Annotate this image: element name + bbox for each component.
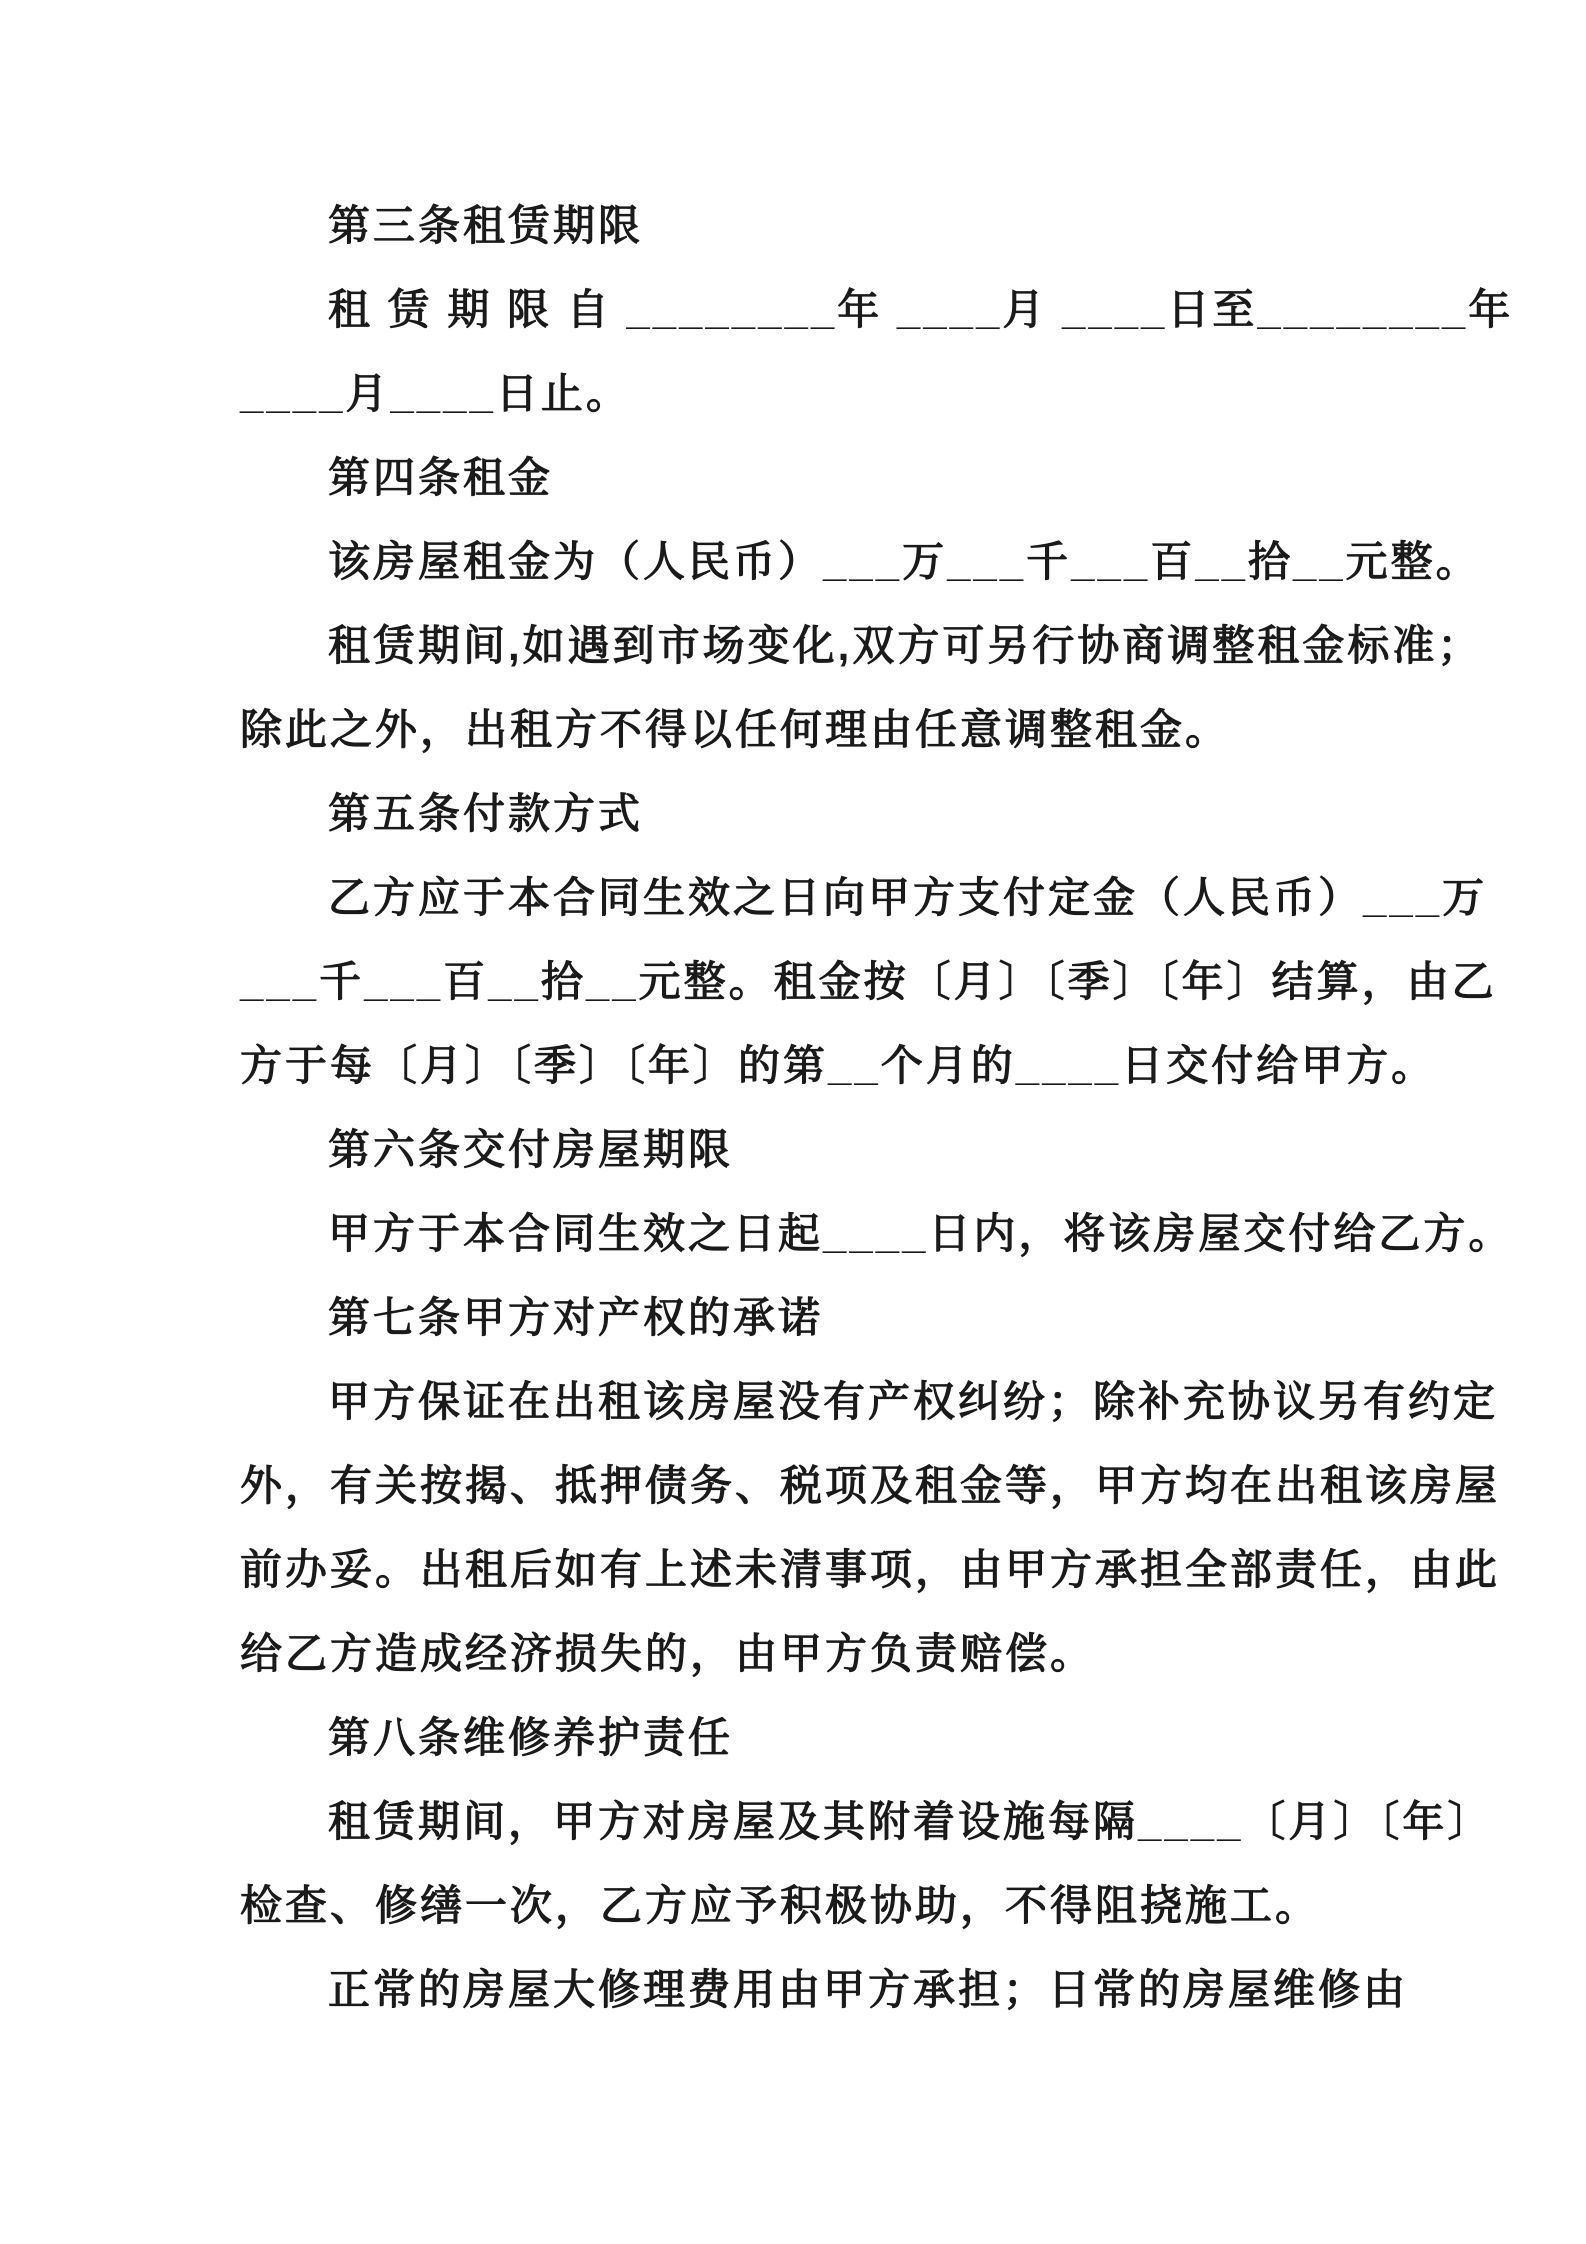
contract-body-line: 正常的房屋大修理费用由甲方承担；日常的房屋维修由: [328, 1966, 1409, 2013]
contract-body-line: 乙方应于本合同生效之日向甲方支付定金（人民币）___万: [328, 874, 1488, 921]
contract-body-line: 甲方保证在出租该房屋没有产权纠纷；除补充协议另有约定: [328, 1378, 1499, 1425]
contract-body-line: 检查、修缮一次，乙方应予积极协助，不得阻挠施工。: [240, 1882, 1321, 1929]
contract-body-line: 该房屋租金为（人民币）___万___千___百__拾__元整。: [328, 538, 1481, 585]
contract-body-line: 甲方于本合同生效之日起____日内，将该房屋交付给乙方。: [328, 1210, 1514, 1257]
contract-body-line: 给乙方造成经济损失的，由甲方负责赔偿。: [240, 1630, 1096, 1677]
contract-body-line: 方于每〔月〕〔季〕〔年〕的第__个月的____日交付给甲方。: [240, 1042, 1437, 1089]
contract-body-line: 租 赁 期 限 自 ________年 ____月 ____日至________年: [328, 286, 1514, 333]
contract-body-line: 租赁期间,如遇到市场变化,双方可另行协商调整租金标准；: [328, 622, 1483, 669]
contract-body-line: ____月____日止。: [240, 370, 631, 417]
contract-heading-line: 第八条维修养护责任: [328, 1714, 734, 1761]
contract-heading-line: 第三条租赁期限: [328, 202, 644, 249]
contract-text-block: [240, 184, 1530, 2032]
contract-heading-line: 第四条租金: [328, 454, 554, 501]
contract-heading-line: 第七条甲方对产权的承诺: [328, 1294, 824, 1341]
contract-body-line: 租赁期间，甲方对房屋及其附着设施每隔____〔月〕〔年〕: [328, 1798, 1493, 1845]
contract-body-line: 外，有关按揭、抵押债务、税项及租金等，甲方均在出租该房屋: [240, 1462, 1501, 1509]
contract-body-line: ___千___百__拾__元整。租金按〔月〕〔季〕〔年〕结算，由乙: [240, 958, 1497, 1005]
contract-heading-line: 第五条付款方式: [328, 790, 644, 837]
contract-body-line: 除此之外，出租方不得以任何理由任意调整租金。: [240, 706, 1231, 753]
contract-body-line: 前办妥。出租后如有上述未清事项，由甲方承担全部责任，由此: [240, 1546, 1501, 1593]
contract-heading-line: 第六条交付房屋期限: [328, 1126, 734, 1173]
